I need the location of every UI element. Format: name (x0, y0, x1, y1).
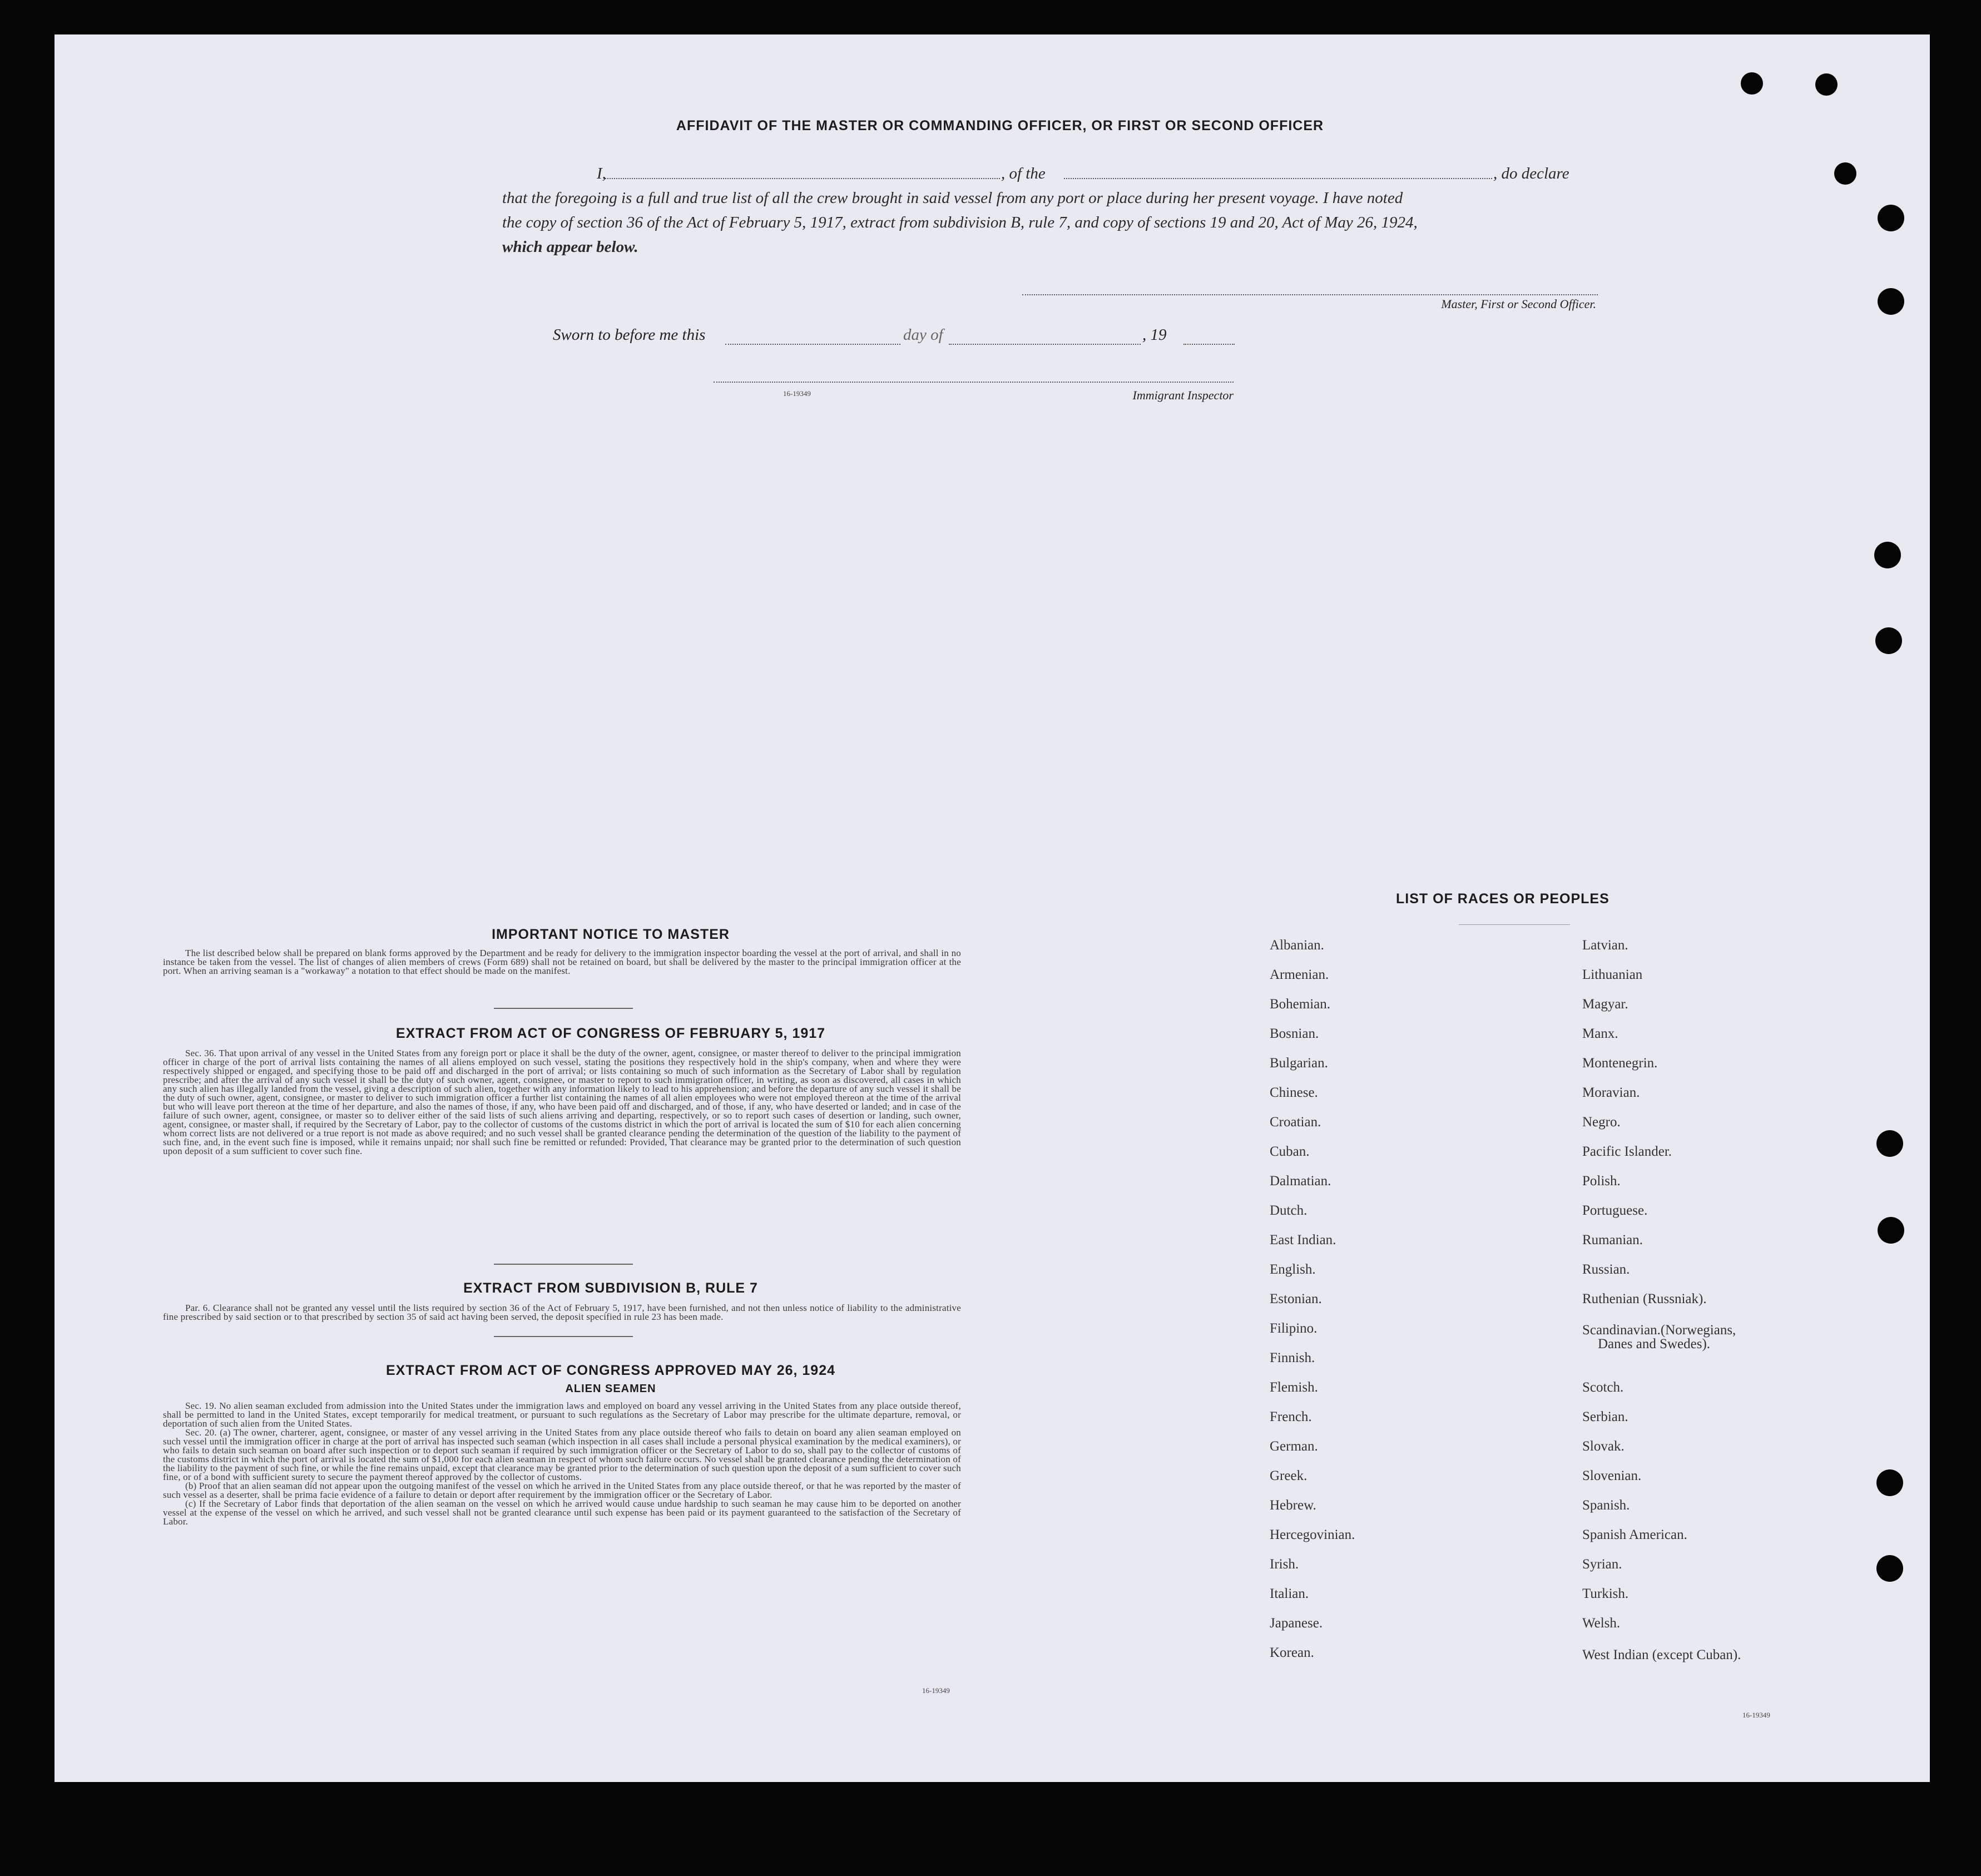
races-title: LIST OF RACES OR PEOPLES (1396, 891, 1609, 907)
race-item: Manx. (1582, 1026, 1618, 1041)
extract-1924-text (163, 1402, 961, 1526)
race-item: Pacific Islander. (1582, 1144, 1672, 1159)
race-item: Scandinavian.(Norwegians, (1582, 1323, 1736, 1338)
affidavit-line-1 (502, 161, 1603, 186)
race-item: Hebrew. (1270, 1498, 1316, 1513)
notice-paragraph: The list described below shall be prepared on blank forms approved by the Department and be ready for delivery to the immigration inspector boarding the vessel at the port of arrival, and shall in no instance be taken from the vessel. The list of changes of alien members of crews (Form 689) shall not be retained on board, but shall be delivered by the master to the principal immigration officer at the port. When an arriving seaman is a "workaway" a notation to that effect should be made on the manifest. (163, 948, 961, 976)
affidavit-line-3: the copy of section 36 of the Act of February 5, 1917, extract from subdivision B, rule 7, and copy of sections 19 and 20, Act of May 26, 1924, (502, 214, 1418, 231)
race-item: English. (1270, 1262, 1316, 1277)
extract-rule7-text (163, 1304, 961, 1321)
punch-hole (1878, 288, 1904, 315)
divider (494, 1008, 633, 1009)
race-item: Montenegrin. (1582, 1056, 1658, 1071)
race-item: Rumanian. (1582, 1232, 1643, 1248)
section-19-paragraph: Sec. 19. No alien seaman excluded from admission into the United States under the immigration laws and employed on board any vessel arriving in the United States from any place outside thereof, shall be permitted to land in the United States, except temporarily for medical treatment, or pursuant to such regulations as the Secretary of Labor may prescribe for the ultimate departure, removal, or deportation of such alien from the United States. (163, 1400, 961, 1429)
affidavit-body (502, 161, 1603, 259)
sworn-label: Sworn to before me this (553, 326, 706, 344)
punch-hole (1876, 1555, 1903, 1582)
alien-seamen-subtitle: ALIEN SEAMEN (565, 1383, 656, 1395)
race-item: Filipino. (1270, 1321, 1318, 1336)
race-item: Spanish American. (1582, 1527, 1687, 1542)
section-36-paragraph: Sec. 36. That upon arrival of any vessel in the United States from any foreign port or place it shall be the duty of the owner, agent, consignee, or master thereof to deliver to the principal immigration officer in charge of the port of arrival lists containing the names of all aliens employed on such vessel, stating the positions they respectively hold in the ship's company, when and where they were respectively shipped or engaged, and specifying those to be paid off and discharged in the port of arrival; or lists containing so much of such information as the Secretary of Labor shall by regulation prescribe; and after the arrival of any such vessel it shall be the duty of such owner, agent, consignee, or master to report to such immigration officer, in writing, as soon as discovered, all cases in which any such alien has illegally landed from the vessel, giving a description of such alien, together with any information likely to lead to his apprehension; and before the departure of any such vessel it shall be the duty of such owner, agent, consignee, or master to deliver to such immigration officer a further list containing the names of all alien employees who were not employed thereon at the time of the arrival but who will leave port thereon at the time of her departure, and also the names of those, if any, who have been paid off and discharged, and of those, if any, who have deserted or landed; and in case of the failure of such owner, agent, consignee, or master so to deliver either of the said lists of such aliens arriving and departing, respectively, or so to report such cases of desertion or landing, such owner, agent, consignee, or master shall, if required by the Secretary of Labor, pay to the collector of customs of the customs district in which the port of arrival is located the sum of $10 for each alien concerning whom correct lists are not delivered or a true report is not made as above required; and no such vessel shall be granted clearance pending the determination of the question of the liability to the payment of such fine, and, in the event such fine is imposed, while it remains unpaid; nor shall such fine be remitted or refunded: Provided, That clearance may be granted prior to the determination of such question upon deposit of a sum sufficient to cover such fine. (163, 1048, 961, 1156)
race-item: Latvian. (1582, 938, 1628, 953)
sworn-year-field[interactable] (1183, 328, 1235, 345)
paragraph-6: Par. 6. Clearance shall not be granted any vessel until the lists required by section 36 of the Act of February 5, 1917, have been furnished, and not then unless notice of liability to the administrative fine prescribed by said section or to that prescribed by section 35 of said act having been served, the deposit specified in rule 23 has been made. (163, 1303, 961, 1322)
section-20b-paragraph: (b) Proof that an alien seaman did not appear upon the outgoing manifest of the vessel on which he arrived in the United States from any place outside thereof, or that he was reported by the master of such vessel as a deserter, shall be prima facie evidence of a failure to detain or deport after requirement by the immigration officer or the Secretary of Labor. (163, 1481, 961, 1500)
race-item: Finnish. (1270, 1350, 1315, 1365)
extract-form-number: 16-19349 (922, 1686, 950, 1695)
race-item: Dutch. (1270, 1203, 1308, 1218)
races-form-number: 16-19349 (1742, 1711, 1770, 1719)
race-item: Croatian. (1270, 1115, 1321, 1130)
document-page (55, 34, 1930, 1782)
race-item: East Indian. (1270, 1232, 1336, 1248)
race-item: Russian. (1582, 1262, 1630, 1277)
sworn-month-field[interactable] (949, 328, 1141, 345)
affidavit-title: AFFIDAVIT OF THE MASTER OR COMMANDING OFFICER, OR FIRST OR SECOND OFFICER (676, 118, 1324, 133)
declare-label: , do declare (1493, 165, 1569, 182)
divider (1459, 924, 1570, 925)
race-item: Greek. (1270, 1468, 1308, 1483)
punch-hole (1874, 542, 1901, 568)
race-item: Japanese. (1270, 1616, 1323, 1631)
race-item: Italian. (1270, 1586, 1309, 1601)
extract-rule7-title: EXTRACT FROM SUBDIVISION B, RULE 7 (463, 1280, 758, 1296)
race-item: Syrian. (1582, 1557, 1622, 1572)
inspector-signature-field[interactable] (714, 380, 1234, 383)
divider (494, 1336, 633, 1337)
race-item: Lithuanian (1582, 967, 1643, 982)
master-signature-field[interactable] (1022, 293, 1598, 295)
race-item: Portuguese. (1582, 1203, 1648, 1218)
affidavit-line-2: that the foregoing is a full and true list of all the crew brought in said vessel from any port or place during her present voyage. I have noted (502, 189, 1403, 207)
race-item: Cuban. (1270, 1144, 1310, 1159)
master-signature-label: Master, First or Second Officer. (1441, 297, 1596, 311)
race-item: German. (1270, 1439, 1318, 1454)
race-item: Slovenian. (1582, 1468, 1642, 1483)
vessel-name-field[interactable] (1064, 161, 1492, 179)
race-item: West Indian (except Cuban). (1582, 1647, 1741, 1662)
extract-1917-text (163, 1049, 961, 1156)
sworn-year-label: , 19 (1142, 326, 1167, 344)
vessel-label: , of the (1001, 165, 1046, 182)
notice-title: IMPORTANT NOTICE TO MASTER (492, 927, 730, 942)
race-item: Flemish. (1270, 1380, 1318, 1395)
punch-hole (1834, 162, 1856, 185)
race-item: Magyar. (1582, 997, 1628, 1012)
race-item: Korean. (1270, 1645, 1314, 1660)
race-item: Scotch. (1582, 1380, 1624, 1395)
punch-hole (1878, 1217, 1904, 1244)
race-item: Ruthenian (Russniak). (1582, 1291, 1707, 1306)
race-item: Armenian. (1270, 967, 1329, 982)
divider (494, 1264, 633, 1265)
sworn-day-label: day of (903, 326, 943, 344)
section-20c-paragraph: (c) If the Secretary of Labor finds that deportation of the alien seaman on the vessel on which he arrived would cause undue hardship to such seaman he may cause him to be deported on another vessel at the expense of the vessel on which he arrived, and such vessel shall not be granted clearance until such expense has been paid or its payment guaranteed to the satisfaction of the Secretary of Labor. (163, 1498, 961, 1527)
race-item: Estonian. (1270, 1291, 1322, 1306)
race-item: Moravian. (1582, 1085, 1640, 1100)
race-item: Spanish. (1582, 1498, 1630, 1513)
punch-hole (1815, 73, 1838, 96)
race-item: Danes and Swedes). (1598, 1337, 1711, 1352)
race-item: Polish. (1582, 1174, 1621, 1189)
punch-hole (1876, 1130, 1903, 1157)
extract-1917-title: EXTRACT FROM ACT OF CONGRESS OF FEBRUARY 5, 1917 (395, 1026, 826, 1041)
section-20a-paragraph: Sec. 20. (a) The owner, charterer, agent, consignee, or master of any vessel arriving in the United States from any place outside thereof who fails to detain on board any alien seaman employed on such vessel until the immigration officer in charge at the port of arrival has inspected such seaman (which inspection in all cases shall include a personal physical examination by the medical examiners), or who fails to detain such seaman on board after such inspection or to deport such seaman if required by such immigration officer or the Secretary of Labor to do so, shall pay to the collector of customs of the customs district in which the port of arrival is located the sum of $1,000 for each alien seaman in respect of whom such failure occurs. No vessel shall be granted clearance pending the determination of the liability to the payment of such fine, or while the fine remains unpaid, except that clearance may be granted prior to the determination of such question upon the deposit of a sum sufficient to cover such fine, or of a bond with sufficient surety to secure the payment thereof approved by the collector of customs. (163, 1427, 961, 1482)
race-item: Serbian. (1582, 1409, 1628, 1424)
punch-hole (1875, 627, 1902, 654)
affidavit-form-number: 16-19349 (783, 389, 811, 398)
inspector-label: Immigrant Inspector (1132, 388, 1234, 402)
race-item: Bosnian. (1270, 1026, 1319, 1041)
punch-hole (1741, 72, 1763, 95)
notice-text (163, 949, 961, 976)
race-item: Chinese. (1270, 1085, 1318, 1100)
punch-hole (1878, 205, 1904, 231)
sworn-line (553, 326, 1331, 348)
race-item: Dalmatian. (1270, 1174, 1331, 1189)
declarant-label: I, (597, 165, 606, 182)
race-item: French. (1270, 1409, 1312, 1424)
declarant-name-field[interactable] (605, 161, 1000, 179)
affidavit-line-4: which appear below. (502, 238, 638, 256)
race-item: Hercegovinian. (1270, 1527, 1355, 1542)
race-item: Bohemian. (1270, 997, 1331, 1012)
extract-1924-title: EXTRACT FROM ACT OF CONGRESS APPROVED MAY 26, 1924 (385, 1363, 836, 1378)
sworn-day-field[interactable] (725, 328, 900, 345)
race-item: Negro. (1582, 1115, 1621, 1130)
race-item: Slovak. (1582, 1439, 1625, 1454)
race-item: Albanian. (1270, 938, 1324, 953)
race-item: Bulgarian. (1270, 1056, 1328, 1071)
race-item: Irish. (1270, 1557, 1299, 1572)
race-item: Welsh. (1582, 1616, 1621, 1631)
race-item: Turkish. (1582, 1586, 1629, 1601)
punch-hole (1876, 1469, 1903, 1496)
